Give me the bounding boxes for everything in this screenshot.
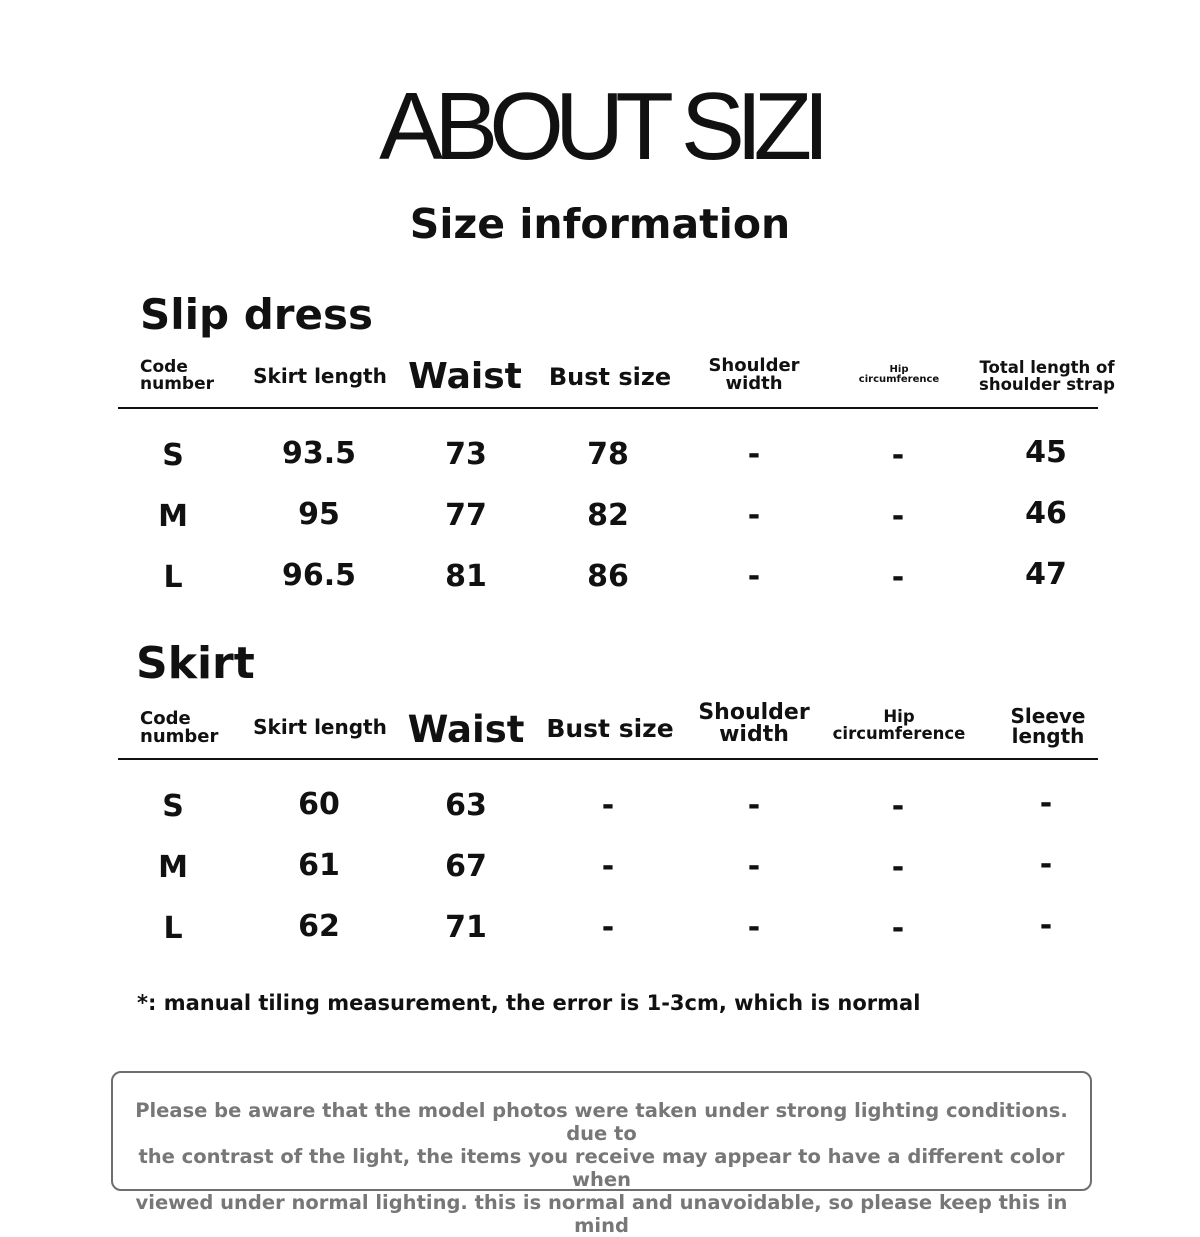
cell-shoulder: -	[747, 849, 761, 884]
header-code-line2: number	[140, 374, 215, 394]
header-sleeve-length	[973, 706, 1123, 746]
measurement-note: *: manual tiling measurement, the error is 1-3cm, which is normal	[137, 991, 921, 1015]
header-shoulder-line2: width	[719, 722, 789, 747]
cell-waist: 71	[445, 910, 487, 945]
cell-strap: 46	[1025, 496, 1067, 531]
cell-code: M	[158, 499, 188, 534]
cell-shoulder: -	[747, 910, 761, 945]
cell-hip: -	[891, 789, 905, 824]
cell-skirt-length: 60	[298, 787, 340, 822]
cell-shoulder: -	[747, 559, 761, 594]
header-shoulder-line2: width	[725, 373, 783, 394]
header-shoulder-width	[679, 702, 829, 746]
header-sleeve-line2: length	[1011, 724, 1085, 748]
header-code-line1: Code	[140, 708, 191, 729]
cell-hip: -	[891, 560, 905, 595]
cell-bust: -	[601, 788, 615, 823]
brand-title: ABOUT SIZI	[379, 73, 821, 180]
skirt-header-divider	[118, 758, 1098, 760]
cell-hip: -	[891, 850, 905, 885]
header-shoulder-line1: Shoulder	[698, 700, 810, 725]
cell-code: L	[163, 911, 183, 946]
header-hip-circumference	[824, 709, 974, 742]
cell-shoulder: -	[747, 498, 761, 533]
header-bust-size: Bust size	[546, 714, 674, 743]
slip-dress-title: Slip dress	[140, 290, 373, 339]
header-strap-line2: shoulder strap	[979, 374, 1115, 394]
cell-sleeve: -	[1039, 847, 1053, 882]
cell-waist: 81	[445, 559, 487, 594]
header-sleeve-line1: Sleeve	[1010, 704, 1086, 728]
cell-bust: -	[601, 910, 615, 945]
cell-strap: 47	[1025, 557, 1067, 592]
notice-line1: Please be aware that the model photos were taken under strong lighting conditions. due to	[135, 1099, 1068, 1145]
page-subtitle: Size information	[409, 200, 791, 248]
cell-waist: 67	[445, 849, 487, 884]
cell-code: L	[163, 560, 183, 595]
lighting-notice	[111, 1071, 1092, 1237]
cell-hip: -	[891, 499, 905, 534]
cell-skirt-length: 61	[298, 848, 340, 883]
cell-strap: 45	[1025, 435, 1067, 470]
header-hip-line1: Hip	[889, 364, 909, 375]
cell-waist: 63	[445, 788, 487, 823]
cell-shoulder: -	[747, 437, 761, 472]
cell-bust: 86	[587, 559, 629, 594]
header-code-line2: number	[140, 726, 219, 747]
header-shoulder-line1: Shoulder	[708, 355, 800, 376]
header-hip-line2: circumference	[858, 374, 940, 385]
skirt-title: Skirt	[136, 638, 255, 689]
header-skirt-length: Skirt length	[253, 364, 387, 388]
cell-bust: -	[601, 849, 615, 884]
cell-shoulder: -	[747, 788, 761, 823]
header-waist: Waist	[408, 356, 522, 397]
header-shoulder-width	[684, 357, 824, 393]
cell-sleeve: -	[1039, 786, 1053, 821]
header-hip-line1: Hip	[883, 707, 915, 726]
cell-waist: 73	[445, 437, 487, 472]
notice-line2: the contrast of the light, the items you receive may appear to have a different color when	[138, 1145, 1065, 1191]
cell-bust: 78	[587, 437, 629, 472]
cell-code: M	[158, 850, 188, 885]
notice-text	[113, 1099, 1090, 1237]
header-code-number	[140, 359, 214, 393]
header-hip-line2: circumference	[832, 723, 966, 743]
header-skirt-length: Skirt length	[253, 715, 387, 739]
cell-bust: 82	[587, 498, 629, 533]
cell-waist: 77	[445, 498, 487, 533]
cell-hip: -	[891, 911, 905, 946]
notice-line3: viewed under normal lighting. this is normal and unavoidable, so please keep this in mind	[135, 1191, 1068, 1237]
cell-code: S	[162, 438, 184, 473]
cell-skirt-length: 62	[298, 909, 340, 944]
cell-code: S	[162, 789, 184, 824]
cell-skirt-length: 96.5	[281, 558, 357, 593]
header-hip-circumference	[829, 365, 969, 385]
header-code-number	[140, 710, 218, 746]
cell-sleeve: -	[1039, 908, 1053, 943]
slip-dress-header-divider	[118, 407, 1098, 409]
header-strap-line1: Total length of	[979, 358, 1115, 377]
cell-hip: -	[891, 438, 905, 473]
cell-skirt-length: 95	[298, 497, 340, 532]
header-bust-size: Bust size	[548, 363, 672, 391]
header-code-line1: Code	[140, 357, 188, 377]
header-strap-length	[972, 360, 1122, 393]
cell-skirt-length: 93.5	[281, 436, 357, 471]
header-waist: Waist	[407, 708, 525, 751]
